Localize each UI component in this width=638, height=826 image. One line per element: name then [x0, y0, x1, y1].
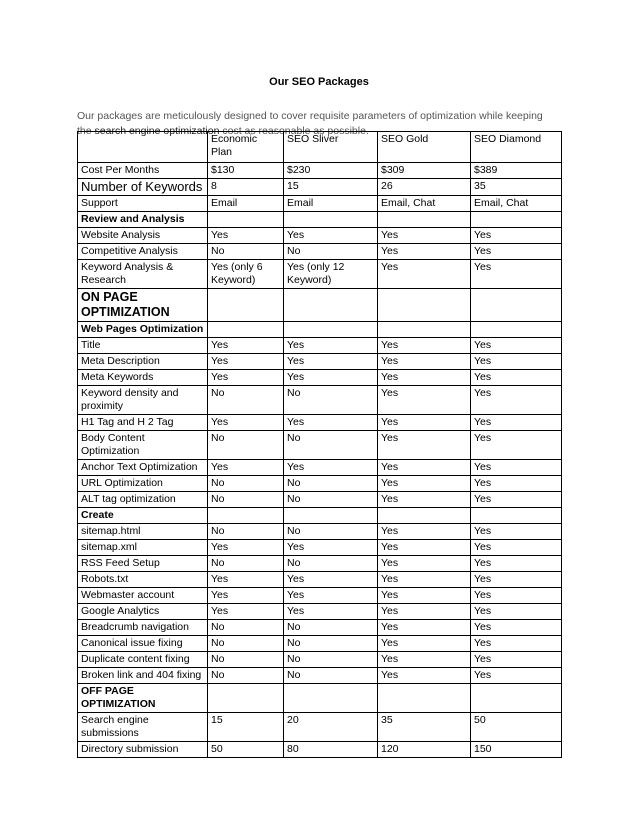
cell-value: Yes — [378, 588, 471, 604]
cell-value: 15 — [284, 179, 378, 196]
cell-value: Yes — [378, 431, 471, 460]
table-row — [78, 260, 562, 289]
table-row — [78, 289, 562, 322]
cell-value: 35 — [471, 179, 562, 196]
row-label: OFF PAGE OPTIMIZATION — [78, 684, 208, 713]
cell-value: Yes — [471, 540, 562, 556]
cell-value: Yes — [471, 604, 562, 620]
cell-value: Yes — [471, 460, 562, 476]
cell-value: Yes — [208, 370, 284, 386]
cell-value: 26 — [378, 179, 471, 196]
cell-value: Yes — [378, 572, 471, 588]
cell-value: Yes (only 12 Keyword) — [284, 260, 378, 289]
table-row — [78, 354, 562, 370]
cell-value: 35 — [378, 713, 471, 742]
cell-value: Yes — [284, 540, 378, 556]
cell-value: Yes — [378, 228, 471, 244]
table-row — [78, 386, 562, 415]
row-label: RSS Feed Setup — [78, 556, 208, 572]
cell-value: Yes — [471, 431, 562, 460]
cell-value — [471, 289, 562, 322]
cell-value: No — [284, 476, 378, 492]
table-row — [78, 556, 562, 572]
cell-value: Yes — [284, 415, 378, 431]
cell-value: Yes — [378, 260, 471, 289]
table-row — [78, 684, 562, 713]
table-row — [78, 476, 562, 492]
cell-value: Yes — [471, 338, 562, 354]
table-row — [78, 212, 562, 228]
table-row — [78, 163, 562, 179]
row-label: Title — [78, 338, 208, 354]
cell-value: Yes — [208, 228, 284, 244]
cell-value: Yes — [378, 244, 471, 260]
cell-value: Yes — [284, 354, 378, 370]
cell-value — [471, 684, 562, 713]
row-label: Competitive Analysis — [78, 244, 208, 260]
cell-value: Yes — [471, 556, 562, 572]
cell-value — [208, 508, 284, 524]
cell-value: Yes — [471, 244, 562, 260]
cell-value: No — [284, 431, 378, 460]
cell-value: Yes — [208, 354, 284, 370]
packages-table — [77, 131, 562, 758]
row-label: H1 Tag and H 2 Tag — [78, 415, 208, 431]
row-label: Robots.txt — [78, 572, 208, 588]
cell-value: No — [208, 636, 284, 652]
row-label: ON PAGE OPTIMIZATION — [78, 289, 208, 322]
cell-value: Yes — [378, 604, 471, 620]
cell-value: Yes — [284, 460, 378, 476]
header-cell: Economic Plan — [208, 132, 284, 163]
row-label: Keyword Analysis & Research — [78, 260, 208, 289]
cell-value — [208, 322, 284, 338]
cell-value: 120 — [378, 742, 471, 758]
table-row — [78, 742, 562, 758]
cell-value: $309 — [378, 163, 471, 179]
cell-value: Yes — [378, 460, 471, 476]
cell-value: Yes — [284, 572, 378, 588]
row-label: sitemap.xml — [78, 540, 208, 556]
cell-value — [284, 684, 378, 713]
table-row — [78, 636, 562, 652]
cell-value — [208, 684, 284, 713]
row-label: sitemap.html — [78, 524, 208, 540]
cell-value: Yes — [208, 338, 284, 354]
cell-value — [378, 684, 471, 713]
cell-value: Yes — [378, 354, 471, 370]
cell-value: Yes — [378, 415, 471, 431]
table-row — [78, 652, 562, 668]
cell-value: $130 — [208, 163, 284, 179]
row-label: ALT tag optimization — [78, 492, 208, 508]
row-label: URL Optimization — [78, 476, 208, 492]
table-row — [78, 322, 562, 338]
cell-value: Email — [208, 196, 284, 212]
cell-value: Yes — [471, 386, 562, 415]
row-label: Number of Keywords — [78, 179, 208, 196]
cell-value: No — [284, 668, 378, 684]
cell-value: Yes — [378, 476, 471, 492]
cell-value: Yes — [471, 476, 562, 492]
cell-value: 150 — [471, 742, 562, 758]
row-label: Create — [78, 508, 208, 524]
row-label: Duplicate content fixing — [78, 652, 208, 668]
cell-value — [284, 508, 378, 524]
table-row — [78, 572, 562, 588]
cell-value: No — [284, 620, 378, 636]
table-body — [78, 163, 562, 758]
cell-value: Yes — [378, 338, 471, 354]
table-row — [78, 508, 562, 524]
cell-value: Yes — [471, 620, 562, 636]
cell-value: No — [284, 556, 378, 572]
cell-value — [471, 508, 562, 524]
cell-value: Yes — [471, 636, 562, 652]
row-label: Canonical issue fixing — [78, 636, 208, 652]
cell-value: 20 — [284, 713, 378, 742]
table-row — [78, 196, 562, 212]
table-row — [78, 668, 562, 684]
cell-value: Yes — [378, 524, 471, 540]
intro-text-after: cost as reasonable as possible. — [219, 124, 369, 137]
cell-value: No — [208, 620, 284, 636]
table-header-row — [78, 132, 562, 163]
cell-value: Yes — [471, 354, 562, 370]
cell-value: Yes — [284, 228, 378, 244]
table-row — [78, 415, 562, 431]
cell-value: No — [208, 431, 284, 460]
cell-value — [378, 508, 471, 524]
row-label: Google Analytics — [78, 604, 208, 620]
cell-value: Yes — [378, 556, 471, 572]
cell-value: Yes — [208, 604, 284, 620]
intro-link-text: search engine optimization — [94, 124, 220, 137]
cell-value: Yes — [471, 668, 562, 684]
table-row — [78, 713, 562, 742]
cell-value — [284, 212, 378, 228]
table-row — [78, 620, 562, 636]
table-row — [78, 431, 562, 460]
row-label: Cost Per Months — [78, 163, 208, 179]
cell-value — [208, 289, 284, 322]
cell-value: Yes — [378, 540, 471, 556]
cell-value: Yes — [378, 492, 471, 508]
cell-value: Email, Chat — [378, 196, 471, 212]
header-cell: SEO Diamond — [471, 132, 562, 163]
row-label: Meta Description — [78, 354, 208, 370]
intro-text-before: Our packages are meticulously designed to cover requisite parameters of optimization while keeping the — [77, 109, 543, 137]
row-label: Review and Analysis — [78, 212, 208, 228]
table-row — [78, 179, 562, 196]
cell-value: Yes — [471, 652, 562, 668]
table-row — [78, 244, 562, 260]
cell-value: Yes — [471, 492, 562, 508]
header-cell — [78, 132, 208, 163]
cell-value: Yes — [471, 588, 562, 604]
cell-value: No — [208, 556, 284, 572]
cell-value: Yes — [471, 228, 562, 244]
cell-value: No — [284, 492, 378, 508]
cell-value: Yes — [284, 370, 378, 386]
cell-value: No — [284, 524, 378, 540]
cell-value: $230 — [284, 163, 378, 179]
cell-value: Yes — [471, 370, 562, 386]
table-row — [78, 492, 562, 508]
cell-value: 80 — [284, 742, 378, 758]
cell-value: Yes — [378, 652, 471, 668]
cell-value: No — [284, 652, 378, 668]
table-row — [78, 524, 562, 540]
cell-value: Yes (only 6 Keyword) — [208, 260, 284, 289]
cell-value: No — [208, 386, 284, 415]
cell-value: No — [208, 476, 284, 492]
cell-value: No — [208, 652, 284, 668]
table-row — [78, 540, 562, 556]
cell-value: Yes — [208, 415, 284, 431]
cell-value: Yes — [471, 572, 562, 588]
cell-value: Yes — [471, 524, 562, 540]
cell-value — [471, 212, 562, 228]
row-label: Webmaster account — [78, 588, 208, 604]
row-label: Meta Keywords — [78, 370, 208, 386]
row-label: Directory submission — [78, 742, 208, 758]
cell-value: Yes — [378, 370, 471, 386]
cell-value: No — [208, 492, 284, 508]
cell-value: Yes — [208, 540, 284, 556]
cell-value: No — [208, 524, 284, 540]
row-label: Keyword density and proximity — [78, 386, 208, 415]
cell-value: Yes — [378, 636, 471, 652]
cell-value: 8 — [208, 179, 284, 196]
cell-value: No — [208, 244, 284, 260]
cell-value: No — [208, 668, 284, 684]
table-row — [78, 370, 562, 386]
cell-value: No — [284, 244, 378, 260]
cell-value: Yes — [471, 415, 562, 431]
cell-value — [378, 212, 471, 228]
header-cell: SEO Gold — [378, 132, 471, 163]
row-label: Breadcrumb navigation — [78, 620, 208, 636]
table-row — [78, 604, 562, 620]
cell-value: Yes — [208, 588, 284, 604]
cell-value: Yes — [284, 604, 378, 620]
cell-value — [378, 289, 471, 322]
row-label: Body Content Optimization — [78, 431, 208, 460]
cell-value — [471, 322, 562, 338]
cell-value: Yes — [471, 260, 562, 289]
cell-value: Email — [284, 196, 378, 212]
cell-value — [378, 322, 471, 338]
cell-value: Yes — [378, 668, 471, 684]
table-row — [78, 460, 562, 476]
cell-value: Yes — [378, 386, 471, 415]
table-row — [78, 228, 562, 244]
cell-value: Email, Chat — [471, 196, 562, 212]
cell-value: 50 — [208, 742, 284, 758]
cell-value — [208, 212, 284, 228]
cell-value — [284, 322, 378, 338]
header-cell: SEO Sliver — [284, 132, 378, 163]
cell-value: Yes — [284, 338, 378, 354]
row-label: Website Analysis — [78, 228, 208, 244]
cell-value: $389 — [471, 163, 562, 179]
row-label: Anchor Text Optimization — [78, 460, 208, 476]
page-title: Our SEO Packages — [269, 76, 369, 88]
table-row — [78, 338, 562, 354]
cell-value: Yes — [284, 588, 378, 604]
row-label: Support — [78, 196, 208, 212]
cell-value: 50 — [471, 713, 562, 742]
cell-value: Yes — [208, 572, 284, 588]
cell-value: 15 — [208, 713, 284, 742]
cell-value: Yes — [378, 620, 471, 636]
table-row — [78, 588, 562, 604]
row-label: Broken link and 404 fixing — [78, 668, 208, 684]
row-label: Web Pages Optimization — [78, 322, 208, 338]
cell-value — [284, 289, 378, 322]
cell-value: No — [284, 636, 378, 652]
cell-value: Yes — [208, 460, 284, 476]
row-label: Search engine submissions — [78, 713, 208, 742]
cell-value: No — [284, 386, 378, 415]
